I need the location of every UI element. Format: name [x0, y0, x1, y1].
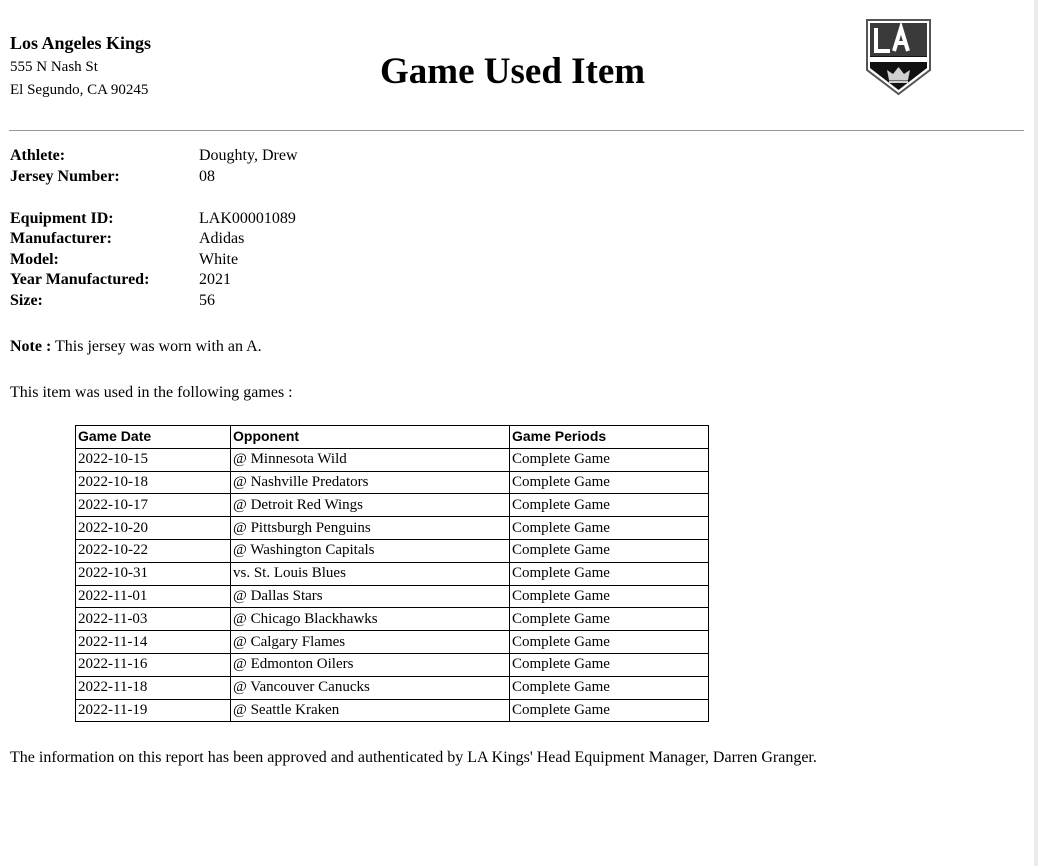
- field-label: Size:: [10, 291, 43, 309]
- table-row: [76, 676, 709, 699]
- game-date-cell: 2022-11-03: [76, 608, 231, 631]
- game-periods-cell: Complete Game: [510, 608, 709, 631]
- game-periods-cell: Complete Game: [510, 585, 709, 608]
- opponent-cell: @ Nashville Predators: [231, 471, 510, 494]
- note: [10, 337, 262, 357]
- field-value: 2021: [199, 271, 231, 288]
- column-header-game-date: Game Date: [76, 426, 231, 449]
- column-header-opponent: Opponent: [231, 426, 510, 449]
- game-periods-cell: Complete Game: [510, 699, 709, 722]
- opponent-cell: @ Pittsburgh Penguins: [231, 517, 510, 540]
- column-header-game-periods: Game Periods: [510, 426, 709, 449]
- game-periods-cell: Complete Game: [510, 539, 709, 562]
- table-row: [76, 608, 709, 631]
- field-label: Manufacturer:: [10, 230, 112, 247]
- page-title: Game Used Item: [380, 51, 646, 92]
- la-kings-shield-logo-icon: [865, 18, 932, 96]
- field-value: 56: [199, 291, 215, 309]
- game-periods-cell: Complete Game: [510, 517, 709, 540]
- opponent-cell: @ Edmonton Oilers: [231, 653, 510, 676]
- table-row: [76, 539, 709, 562]
- table-row: [76, 699, 709, 722]
- note-label: Note :: [10, 338, 52, 355]
- game-date-cell: 2022-10-31: [76, 562, 231, 585]
- opponent-cell: vs. St. Louis Blues: [231, 562, 510, 585]
- game-periods-cell: Complete Game: [510, 653, 709, 676]
- game-date-cell: 2022-10-15: [76, 448, 231, 471]
- field-label: Athlete:: [10, 147, 66, 164]
- field-value: LAK00001089: [199, 209, 296, 227]
- scrollbar-edge: [1034, 0, 1038, 866]
- game-periods-cell: Complete Game: [510, 494, 709, 517]
- game-date-cell: 2022-10-18: [76, 471, 231, 494]
- game-date-cell: 2022-11-14: [76, 631, 231, 654]
- table-row: [76, 653, 709, 676]
- table-row: [76, 585, 709, 608]
- opponent-cell: @ Minnesota Wild: [231, 448, 510, 471]
- opponent-cell: @ Dallas Stars: [231, 585, 510, 608]
- game-date-cell: 2022-11-16: [76, 653, 231, 676]
- address-line-2: El Segundo, CA 90245: [10, 82, 149, 98]
- field-value: Doughty, Drew: [199, 147, 298, 164]
- field-label: Model:: [10, 250, 59, 268]
- opponent-cell: @ Chicago Blackhawks: [231, 608, 510, 631]
- table-row: [76, 631, 709, 654]
- table-header-row: [76, 426, 709, 449]
- game-periods-cell: Complete Game: [510, 448, 709, 471]
- opponent-cell: @ Seattle Kraken: [231, 699, 510, 722]
- opponent-cell: @ Detroit Red Wings: [231, 494, 510, 517]
- field-value: White: [199, 250, 239, 268]
- games-intro: This item was used in the following games :: [10, 384, 293, 401]
- games-table: [75, 425, 709, 722]
- field-value: Adidas: [199, 230, 245, 247]
- game-date-cell: 2022-11-19: [76, 699, 231, 722]
- opponent-cell: @ Washington Capitals: [231, 539, 510, 562]
- table-row: [76, 494, 709, 517]
- table-row: [76, 471, 709, 494]
- game-periods-cell: Complete Game: [510, 562, 709, 585]
- game-periods-cell: Complete Game: [510, 471, 709, 494]
- organization-name: Los Angeles Kings: [10, 33, 152, 53]
- authentication-statement: The information on this report has been approved and authenticated by LA Kings' Head Equipment Manager, Darren Granger.: [10, 749, 817, 766]
- game-periods-cell: Complete Game: [510, 676, 709, 699]
- organization-block: [10, 33, 151, 102]
- field-value: 08: [199, 167, 215, 185]
- game-date-cell: 2022-11-01: [76, 585, 231, 608]
- game-date-cell: 2022-10-17: [76, 494, 231, 517]
- opponent-cell: @ Calgary Flames: [231, 631, 510, 654]
- note-text: This jersey was worn with an A.: [51, 338, 262, 355]
- field-label: Jersey Number:: [10, 167, 120, 185]
- table-row: [76, 517, 709, 540]
- table-row: [76, 448, 709, 471]
- table-row: [76, 562, 709, 585]
- game-date-cell: 2022-10-22: [76, 539, 231, 562]
- game-periods-cell: Complete Game: [510, 631, 709, 654]
- field-label: Year Manufactured:: [10, 271, 150, 288]
- game-date-cell: 2022-11-18: [76, 676, 231, 699]
- opponent-cell: @ Vancouver Canucks: [231, 676, 510, 699]
- game-date-cell: 2022-10-20: [76, 517, 231, 540]
- address-line-1: 555 N Nash St: [10, 59, 98, 75]
- header-divider: [9, 130, 1024, 131]
- field-label: Equipment ID:: [10, 209, 114, 227]
